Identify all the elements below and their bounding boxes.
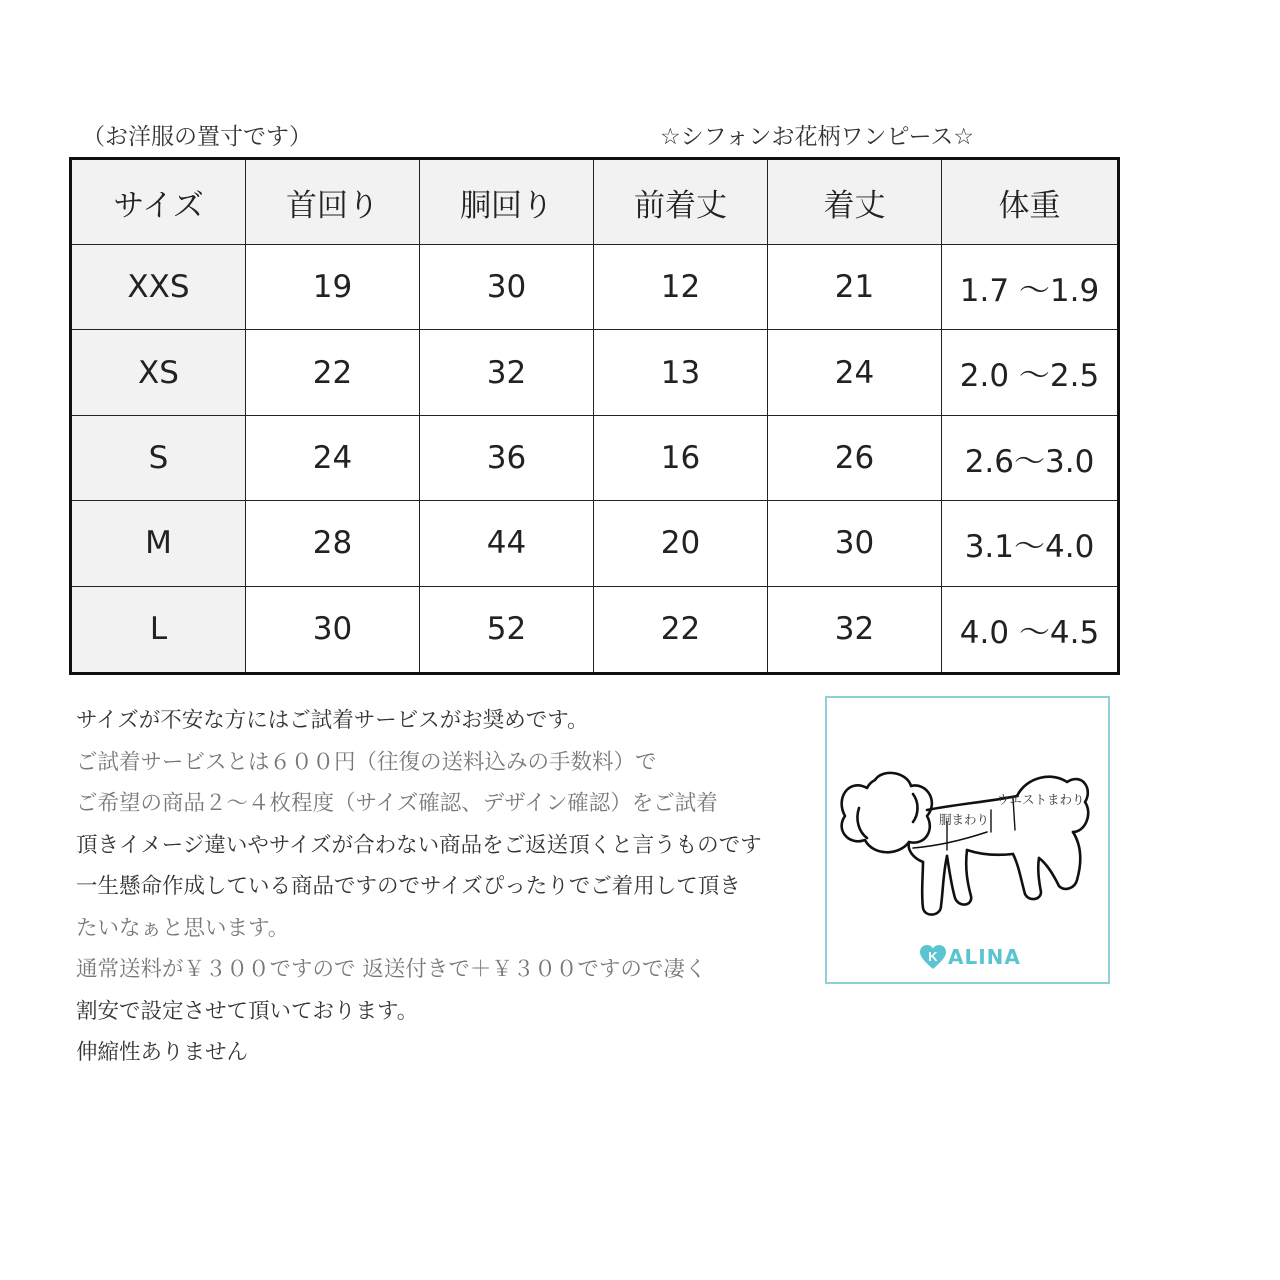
table-cell: 30	[768, 501, 942, 586]
note-line: サイズが不安な方にはご試着サービスがお奨めです。	[76, 708, 589, 733]
note-line: 通常送料が￥３００ですので 返送付きで＋￥３００ですので凄く	[76, 957, 707, 982]
header-cell-chest: 胴回り	[420, 159, 594, 245]
table-cell: 28	[246, 501, 420, 586]
table-cell: 2.0 〜2.5	[942, 330, 1119, 415]
dog-outline-icon	[827, 698, 1108, 982]
table-cell: 30	[420, 245, 594, 330]
table-cell: 4.0 〜4.5	[942, 586, 1119, 673]
table-cell: 52	[420, 586, 594, 673]
brand-logo	[919, 944, 1021, 970]
table-cell: 13	[594, 330, 768, 415]
note-line: 割安で設定させて頂いております。	[76, 998, 419, 1024]
size-cell: S	[71, 415, 246, 500]
header-cell-length: 着丈	[768, 159, 942, 245]
table-cell: 32	[768, 586, 942, 673]
table-cell: 44	[420, 501, 594, 586]
waist-label: ウエストまわり	[997, 792, 1085, 807]
table-cell: 20	[594, 501, 768, 586]
table-row	[71, 501, 1119, 586]
table-cell: 16	[594, 415, 768, 500]
table-cell: 19	[246, 245, 420, 330]
table-cell: 36	[420, 415, 594, 500]
table-row	[71, 586, 1119, 673]
table-cell: 21	[768, 245, 942, 330]
size-cell: L	[71, 586, 246, 673]
trial-service-notes	[76, 700, 836, 1074]
table-cell: 22	[246, 330, 420, 415]
size-cell: XS	[71, 330, 246, 415]
header-cell-neck: 首回り	[246, 159, 420, 245]
note-line: ご試着サービスとは６００円（往復の送料込みの手数料）で	[76, 749, 657, 775]
table-row	[71, 415, 1119, 500]
table-cell: 22	[594, 586, 768, 673]
table-cell: 24	[768, 330, 942, 415]
heart-logo-icon	[919, 944, 947, 970]
size-cell: XXS	[71, 245, 246, 330]
size-table	[69, 157, 1120, 675]
note-line: 頂きイメージ違いやサイズが合わない商品をご返送頂くと言うものです	[76, 832, 762, 858]
note-line: たいなぁと思います。	[76, 915, 290, 941]
brand-letter: K	[928, 949, 938, 964]
header-cell-size: サイズ	[71, 159, 246, 245]
table-cell: 30	[246, 586, 420, 673]
note-line: 伸縮性ありません	[76, 1040, 249, 1065]
header-cell-weight: 体重	[942, 159, 1119, 245]
brand-name: ALINA	[948, 945, 1021, 969]
table-cell: 2.6〜3.0	[942, 415, 1119, 500]
product-title: ☆シフォンお花柄ワンピース☆	[660, 124, 975, 150]
table-row	[71, 330, 1119, 415]
table-cell: 1.7 〜1.9	[942, 245, 1119, 330]
size-cell: M	[71, 501, 246, 586]
table-cell: 32	[420, 330, 594, 415]
table-cell: 26	[768, 415, 942, 500]
measurement-note: （お洋服の置寸です）	[82, 124, 312, 150]
note-line: 一生懸命作成している商品ですのでサイズぴったりでご着用して頂き	[76, 874, 741, 899]
table-cell: 3.1〜4.0	[942, 501, 1119, 586]
header-cell-front-length: 前着丈	[594, 159, 768, 245]
table-row	[71, 245, 1119, 330]
table-cell: 24	[246, 415, 420, 500]
chest-label: 胴まわり	[939, 812, 990, 827]
measurement-diagram	[825, 696, 1110, 984]
table-cell: 12	[594, 245, 768, 330]
note-line: ご希望の商品２〜４枚程度（サイズ確認、デザイン確認）をご試着	[76, 791, 718, 816]
table-header-row	[71, 159, 1119, 245]
